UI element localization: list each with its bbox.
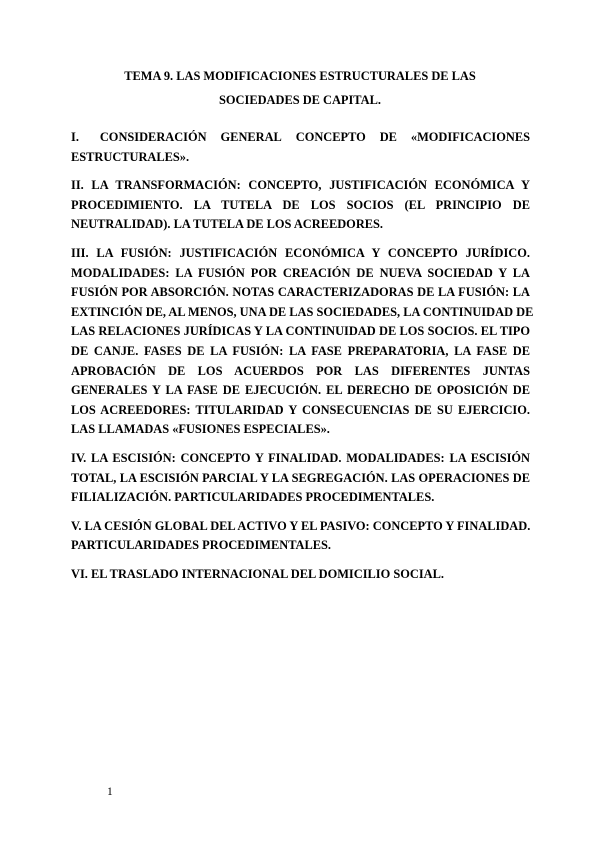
text-line: PROCEDIMIENTO. LA TUTELA DE LOS SOCIOS (EL PRINCIPIO DE xyxy=(71,197,530,212)
page-number: 1 xyxy=(107,786,113,798)
text-line: FUSIÓN POR ABSORCIÓN. NOTAS CARACTERIZADORAS DE LA FUSIÓN: LA xyxy=(71,285,530,300)
text-line: I. CONSIDERACIÓN GENERAL CONCEPTO DE «MODIFICACIONES xyxy=(71,130,530,144)
section-6-paragraph xyxy=(71,565,530,585)
text-line: APROBACIÓN DE LOS ACUERDOS POR LAS DIFERENTES JUNTAS xyxy=(71,363,530,378)
text-line: DE CANJE. FASES DE LA FUSIÓN: LA FASE PREPARATORIA, LA FASE DE xyxy=(71,343,530,358)
text-line: III. LA FUSIÓN: JUSTIFICACIÓN ECONÓMICA Y CONCEPTO JURÍDICO. xyxy=(71,245,530,260)
text-line: V. LA CESIÓN GLOBAL DEL ACTIVO Y EL PASIVO: CONCEPTO Y FINALIDAD. xyxy=(71,518,531,533)
section-5-paragraph xyxy=(71,517,530,556)
text-line: EXTINCIÓN DE, AL MENOS, UNA DE LAS SOCIEDADES, LA CONTINUIDAD DE xyxy=(71,304,534,319)
text-line: NEUTRALIDAD). LA TUTELA DE LOS ACREEDORES. xyxy=(71,217,384,232)
section-3-paragraph xyxy=(71,244,534,440)
text-line: LOS ACREEDORES: TITULARIDAD Y CONSECUENCIAS DE SU EJERCICIO. xyxy=(71,402,530,417)
text-line: PARTICULARIDADES PROCEDIMENTALES. xyxy=(71,538,332,553)
text-line: II. LA TRANSFORMACIÓN: CONCEPTO, JUSTIFICACIÓN ECONÓMICA Y xyxy=(71,178,530,193)
document-title-line-2: SOCIEDADES DE CAPITAL. xyxy=(219,93,381,107)
section-1-paragraph xyxy=(71,128,530,167)
text-line: GENERALES Y LA FASE DE EJECUCIÓN. EL DERECHO DE OPOSICIÓN DE xyxy=(71,383,530,398)
text-line: MODALIDADES: LA FUSIÓN POR CREACIÓN DE NUEVA SOCIEDAD Y LA xyxy=(71,265,530,280)
section-4-paragraph xyxy=(71,449,530,508)
document-body xyxy=(71,128,534,593)
text-line: TOTAL, LA ESCISIÓN PARCIAL Y LA SEGREGACIÓN. LAS OPERACIONES DE xyxy=(71,470,530,485)
text-line: IV. LA ESCISIÓN: CONCEPTO Y FINALIDAD. MODALIDADES: LA ESCISIÓN xyxy=(71,450,530,465)
document-title-line-1: TEMA 9. LAS MODIFICACIONES ESTRUCTURALES DE LAS xyxy=(124,69,476,83)
text-line: LAS RELACIONES JURÍDICAS Y LA CONTINUIDAD DE LOS SOCIOS. EL TIPO xyxy=(71,324,530,339)
text-line: LAS LLAMADAS «FUSIONES ESPECIALES». xyxy=(71,422,330,437)
text-line: FILIALIZACIÓN. PARTICULARIDADES PROCEDIMENTALES. xyxy=(71,490,435,505)
section-2-paragraph xyxy=(71,176,530,235)
text-line: ESTRUCTURALES». xyxy=(71,149,190,164)
text-line: VI. EL TRASLADO INTERNACIONAL DEL DOMICILIO SOCIAL. xyxy=(71,566,444,581)
